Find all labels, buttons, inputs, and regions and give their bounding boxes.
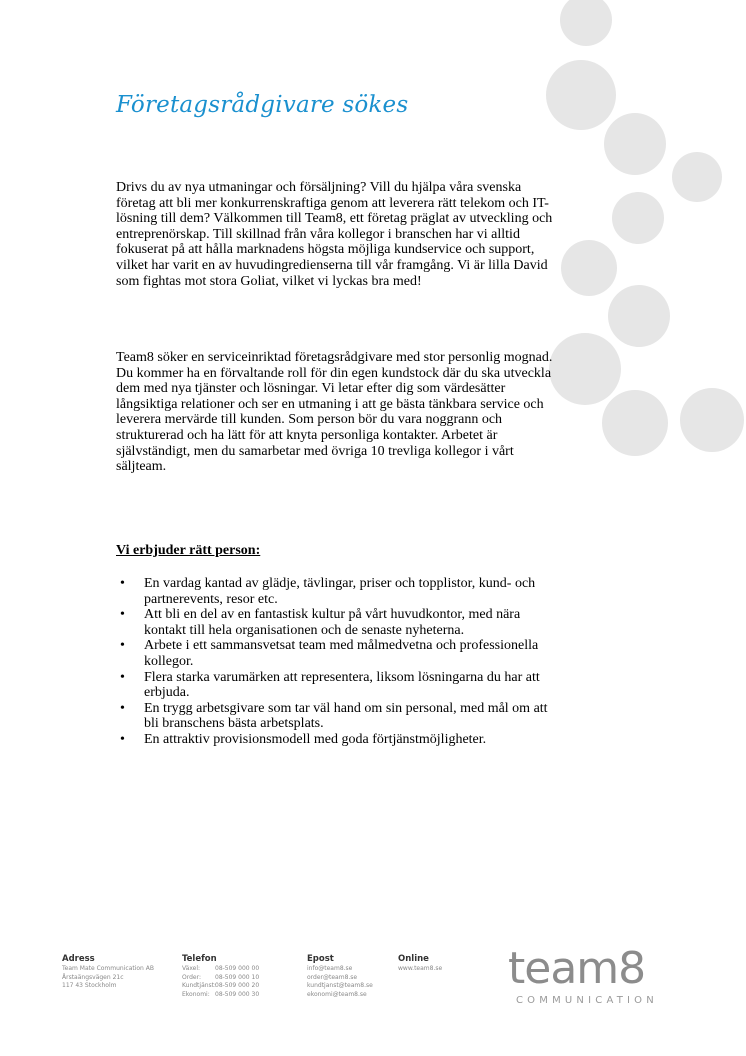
list-item: • En attraktiv provisionsmodell med goda förtjänstmöjligheter. <box>116 732 556 748</box>
phone-row <box>182 965 259 974</box>
email-link[interactable]: info@team8.se <box>307 965 353 972</box>
email-link[interactable]: ekonomi@team8.se <box>307 990 367 998</box>
address-line: Årstaängsvägen 21c <box>62 973 124 981</box>
circle <box>602 390 668 456</box>
phone-label: Kundtjänst: <box>182 982 217 990</box>
address-line: Team Mate Communication AB <box>62 965 154 972</box>
logo-tagline: COMMUNICATION <box>516 995 658 1006</box>
circle <box>561 240 617 296</box>
role-paragraph: Team8 söker en serviceinriktad företagsrådgivare med stor personlig mognad. Du kommer ha en förvaltande roll för din egen kundstock där du ska utveckla dem med nya tjänster och lösningar. Vi letar efter dig som värdesätter långsiktiga relationer och ser en utmaning i att ge bästa tänkbara service och leverera mervärde till kunden. Som person bör du vara noggrann och strukturerad och ha lätt för att knyta personliga kontakter. Arbetet är självständigt, men du samarbetar med övriga 10 trevliga kollegor i vårt säljteam. <box>116 350 553 475</box>
offer-list <box>116 576 556 748</box>
phone-number: 08-509 000 10 <box>215 973 260 981</box>
circle <box>549 333 621 405</box>
website-link[interactable]: www.team8.se <box>398 965 443 972</box>
phone-row <box>182 974 259 983</box>
list-item: • Arbete i ett sammansvetsat team med målmedvetna och professionella kollegor. <box>116 638 556 669</box>
phone-number: 08-509 000 00 <box>215 965 260 972</box>
circle <box>560 0 612 46</box>
circle <box>680 388 744 452</box>
logo-wordmark: team8 <box>508 943 646 994</box>
phone-label: Växel: <box>182 965 201 972</box>
phone-label: Order: <box>182 973 201 981</box>
footer-heading: Adress <box>62 954 95 964</box>
footer-epost <box>307 954 373 999</box>
list-item: • En trygg arbetsgivare som tar väl hand om sin personal, med mål om att bli branschens bästa arbetsplats. <box>116 701 556 732</box>
email-link[interactable]: kundtjanst@team8.se <box>307 982 373 990</box>
footer-adress <box>62 954 154 991</box>
phone-number: 08-509 000 20 <box>215 982 260 990</box>
offer-heading: Vi erbjuder rätt person: <box>116 543 261 558</box>
circle <box>612 192 664 244</box>
circle <box>608 285 670 347</box>
list-item: • Att bli en del av en fantastisk kultur på vårt huvudkontor, med nära kontakt till hela organisationen och de senaste nyheterna. <box>116 607 556 638</box>
circle <box>546 60 616 130</box>
address-line: 117 43 Stockholm <box>62 982 117 990</box>
phone-label: Ekonomi: <box>182 990 210 998</box>
phone-row <box>182 982 259 991</box>
page-title: Företagsrådgivare sökes <box>116 92 409 118</box>
circle <box>672 152 722 202</box>
footer-heading: Telefon <box>182 954 217 964</box>
footer-telefon <box>182 954 259 999</box>
phone-number: 08-509 000 30 <box>215 990 260 998</box>
phone-row <box>182 991 259 1000</box>
intro-paragraph: Drivs du av nya utmaningar och försäljning? Vill du hjälpa våra svenska företag att bli mer konkurrenskraftiga genom att leverera rätt telekom och IT-lösning till dem? Välkommen till Team8, ett företag präglat av utveckling och entreprenörskap. Till skillnad från våra kollegor i branschen har vi alltid fokuserat på att hålla marknadens högsta möjliga kundservice och support, vilket har varit en av huvudingredienserna till vår framgång. Vi är lilla David som fightas mot stora Goliat, vilket vi lyckas bra med! <box>116 180 553 289</box>
footer-heading: Epost <box>307 954 334 964</box>
email-link[interactable]: order@team8.se <box>307 973 358 981</box>
footer-heading: Online <box>398 954 429 964</box>
list-item: • En vardag kantad av glädje, tävlingar, priser och topplistor, kund- och partnerevents, resor etc. <box>116 576 556 607</box>
footer-online <box>398 954 442 974</box>
team8-logo <box>508 944 672 1014</box>
circle <box>604 113 666 175</box>
list-item: • Flera starka varumärken att representera, liksom lösningarna du har att erbjuda. <box>116 670 556 701</box>
